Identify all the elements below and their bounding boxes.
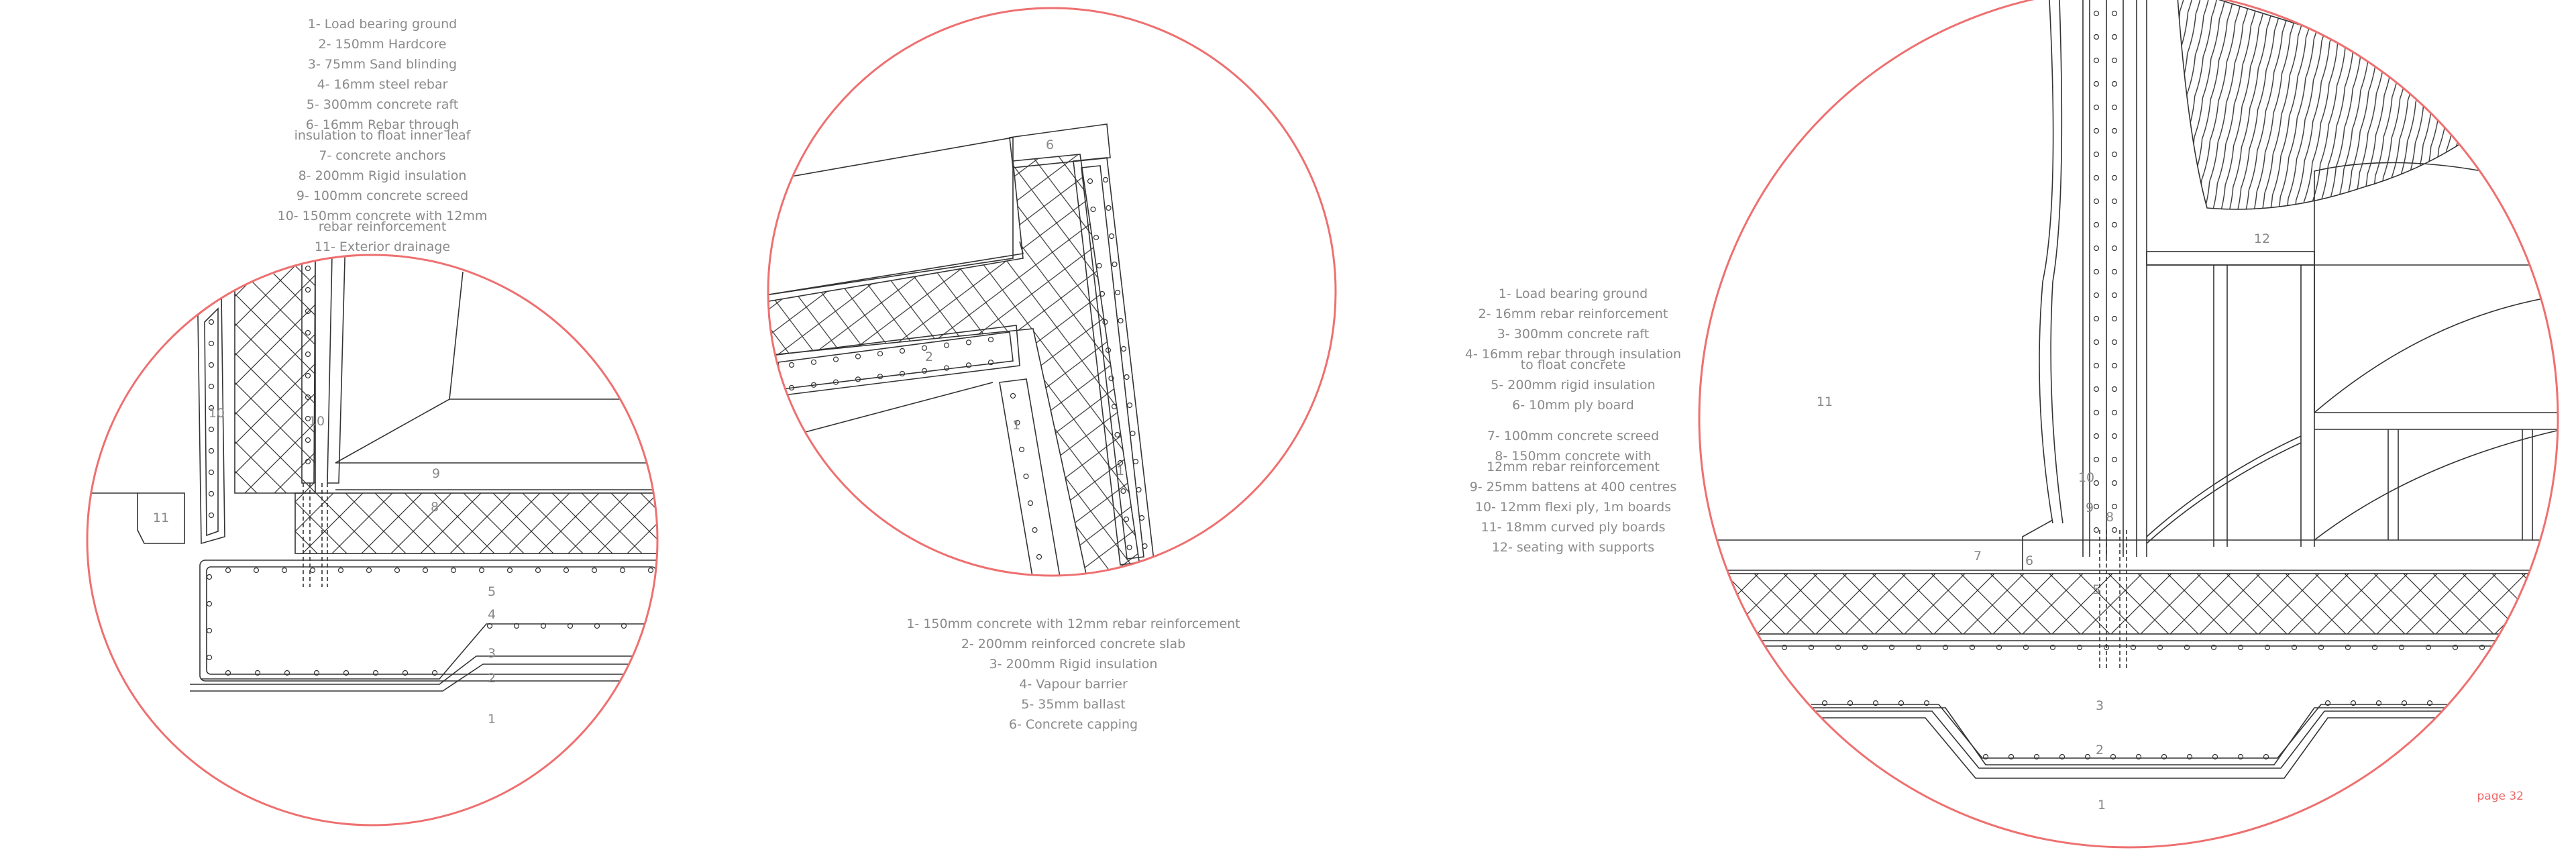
rebar-dot bbox=[1091, 207, 1095, 212]
rebar-dot bbox=[856, 354, 861, 359]
rebar-dot bbox=[480, 568, 484, 573]
rebar-dot bbox=[945, 366, 949, 370]
rebar-dot bbox=[2112, 317, 2117, 321]
rebar-dot bbox=[2112, 58, 2117, 63]
rebar-dot bbox=[209, 320, 214, 325]
detail-c-callout: 11 bbox=[1816, 394, 1833, 409]
rebar-dot bbox=[2112, 411, 2117, 415]
detail-c-legend-item: 8- 150mm concrete with 12mm rebar reinforcement bbox=[1487, 449, 1660, 474]
rebar-dot bbox=[209, 513, 214, 518]
detail-a-callout: 10 bbox=[208, 406, 225, 421]
rebar-dot bbox=[1729, 645, 1733, 650]
rebar-dot bbox=[254, 568, 259, 573]
rebar-dot bbox=[2112, 481, 2117, 486]
rebar-dot bbox=[536, 568, 541, 573]
rebar-dot bbox=[2112, 340, 2117, 345]
rebar-dot bbox=[1116, 290, 1120, 295]
rebar-dot bbox=[209, 449, 214, 454]
detail-c-legend-item: 11- 18mm curved ply boards bbox=[1481, 520, 1666, 535]
detail-c-callout: 2 bbox=[2095, 743, 2104, 757]
rebar-dot bbox=[2094, 364, 2099, 368]
page-number: page 32 bbox=[2477, 790, 2524, 803]
rebar-dot bbox=[451, 568, 456, 573]
rebar-dot bbox=[2112, 387, 2117, 392]
detail-b-legend-item: 5- 35mm ballast bbox=[1021, 697, 1126, 712]
rebar-dot bbox=[2112, 129, 2117, 134]
rebar-dot bbox=[2094, 199, 2099, 204]
detail-a-legend-item: 4- 16mm steel rebar bbox=[317, 77, 448, 92]
detail-a-callout: 8 bbox=[430, 500, 439, 515]
rebar-dot bbox=[209, 363, 214, 368]
rebar-dot bbox=[209, 384, 214, 389]
detail-a-legend-item: 2- 150mm Hardcore bbox=[318, 37, 447, 52]
rebar-dot bbox=[1118, 319, 1123, 323]
rebar-dot bbox=[1032, 528, 1037, 533]
rebar-dot bbox=[1124, 375, 1129, 380]
detail-a-callout: 2 bbox=[487, 671, 496, 686]
rebar-dot bbox=[339, 568, 343, 573]
rebar-dot bbox=[1097, 264, 1102, 268]
rebar-dot bbox=[878, 352, 883, 356]
rebar-dot bbox=[2112, 11, 2117, 16]
rebar-dot bbox=[2112, 223, 2117, 227]
rebar-dot bbox=[2094, 387, 2099, 392]
rebar-dot bbox=[1128, 403, 1132, 408]
rebar-dot bbox=[1122, 347, 1126, 352]
detail-a-callout: 4 bbox=[487, 607, 496, 622]
rebar-dot bbox=[2112, 504, 2117, 509]
detail-a-legend-item: 9- 100mm concrete screed bbox=[296, 189, 469, 203]
detail-a-legend-item: 1- Load bearing ground bbox=[307, 17, 458, 32]
detail-c-callout: 10 bbox=[2078, 470, 2095, 485]
detail-a-legend-item: 10- 150mm concrete with 12mm rebar reinforcement bbox=[277, 209, 488, 234]
detail-b-legend-item: 4- Vapour barrier bbox=[1019, 677, 1128, 692]
rebar-dot bbox=[1094, 235, 1099, 240]
rebar-dot bbox=[1136, 488, 1141, 492]
rebar-dot bbox=[2112, 82, 2117, 87]
detail-c-legend-item: 6- 10mm ply board bbox=[1512, 398, 1634, 413]
rebar-dot bbox=[592, 568, 597, 573]
rebar-dot bbox=[2112, 199, 2117, 204]
detail-c-legend-item: 10- 12mm flexi ply, 1m boards bbox=[1474, 500, 1672, 515]
rebar-dot bbox=[1110, 234, 1114, 239]
rebar-dot bbox=[2094, 223, 2099, 227]
detail-b-callout: 1 bbox=[1012, 418, 1021, 433]
rebar-dot bbox=[207, 602, 212, 606]
rebar-dot bbox=[2094, 105, 2099, 110]
detail-a-legend-item: 3- 75mm Sand blinding bbox=[307, 57, 458, 72]
rebar-dot bbox=[423, 568, 428, 573]
rebar-dot bbox=[207, 655, 212, 660]
rebar-dot bbox=[207, 575, 212, 580]
detail-a-callout: 10 bbox=[308, 414, 325, 429]
rebar-dot bbox=[2112, 176, 2117, 180]
detail-c-drawing bbox=[1699, 0, 2563, 847]
detail-c-legend-item: 5- 200mm rigid insulation bbox=[1491, 378, 1656, 392]
rebar-dot bbox=[2094, 270, 2099, 274]
rebar-dot bbox=[834, 357, 839, 362]
rebar-dot bbox=[1037, 555, 1042, 560]
rebar-dot bbox=[649, 568, 653, 573]
rebar-dot bbox=[209, 427, 214, 432]
rebar-dot bbox=[2094, 458, 2099, 462]
detail-c-callout: 9 bbox=[2085, 500, 2094, 515]
rebar-dot bbox=[621, 568, 625, 573]
rebar-dot bbox=[989, 337, 994, 342]
detail-c-callout: 1 bbox=[2097, 798, 2106, 812]
detail-c-legend-item: 7- 100mm concrete screed bbox=[1487, 429, 1660, 443]
detail-c-legend-item: 3- 300mm concrete raft bbox=[1497, 327, 1650, 341]
rebar-dot bbox=[2094, 504, 2099, 509]
rebar-dot bbox=[508, 568, 513, 573]
rebar-dot bbox=[564, 568, 569, 573]
rebar-dot bbox=[2094, 528, 2099, 533]
rebar-dot bbox=[282, 568, 287, 573]
rebar-dot bbox=[2094, 82, 2099, 87]
detail-c-legend-item: 9- 25mm battens at 400 centres bbox=[1469, 480, 1677, 494]
detail-a-callout: 1 bbox=[487, 712, 496, 727]
rebar-dot bbox=[2094, 434, 2099, 439]
rebar-dot bbox=[2094, 58, 2099, 63]
detail-c-callout: 3 bbox=[2095, 698, 2104, 713]
detail-b-legend-item: 3- 200mm Rigid insulation bbox=[989, 657, 1158, 672]
rebar-dot bbox=[2094, 35, 2099, 40]
detail-b-callout: 6 bbox=[1045, 138, 1055, 152]
rebar-dot bbox=[2507, 645, 2512, 650]
detail-b-drawing bbox=[765, 8, 1336, 580]
rebar-dot bbox=[207, 629, 212, 633]
detail-a-legend-item: 8- 200mm Rigid insulation bbox=[298, 168, 467, 183]
detail-c-legend-item: 1- Load bearing ground bbox=[1498, 286, 1648, 301]
detail-a-legend-item: 7- concrete anchors bbox=[319, 148, 446, 163]
rebar-dot bbox=[2112, 364, 2117, 368]
detail-a-legend-item: 5- 300mm concrete raft bbox=[306, 97, 459, 112]
rebar-dot bbox=[1011, 394, 1016, 399]
rebar-dot bbox=[2094, 246, 2099, 251]
detail-a-legend-item: 6- 16mm Rebar through insulation to float inner leaf bbox=[294, 117, 471, 143]
rebar-dot bbox=[2094, 11, 2099, 16]
rebar-dot bbox=[2112, 246, 2117, 251]
rebar-dot bbox=[945, 343, 949, 348]
rebar-dot bbox=[1756, 645, 1760, 650]
rebar-dot bbox=[900, 349, 905, 354]
rebar-dot bbox=[1112, 262, 1117, 267]
rebar-dot bbox=[2112, 434, 2117, 439]
rebar-dot bbox=[1134, 460, 1138, 464]
rebar-dot bbox=[2094, 176, 2099, 180]
rebar-dot bbox=[395, 568, 400, 573]
rebar-dot bbox=[790, 363, 794, 368]
detail-a-legend-item: 11- Exterior drainage bbox=[314, 240, 451, 254]
rebar-dot bbox=[311, 568, 315, 573]
detail-c-legend-item: 2- 16mm rebar reinforcement bbox=[1478, 307, 1668, 321]
detail-b-callout: 2 bbox=[924, 350, 934, 364]
rebar-dot bbox=[2112, 528, 2117, 533]
rebar-dot bbox=[2094, 340, 2099, 345]
detail-b-callout: 1 bbox=[1116, 464, 1125, 478]
rebar-dot bbox=[2094, 481, 2099, 486]
detail-a-callout: 9 bbox=[431, 466, 441, 481]
rebar-dot bbox=[2112, 270, 2117, 274]
detail-c-callout: 12 bbox=[2253, 231, 2271, 246]
detail-c-legend-item: 4- 16mm rebar through insulation to float concrete bbox=[1464, 347, 1682, 372]
rebar-dot bbox=[2094, 129, 2099, 134]
rebar-dot bbox=[209, 470, 214, 475]
detail-c-legend-item: 12- seating with supports bbox=[1491, 540, 1655, 555]
rebar-dot bbox=[1020, 447, 1024, 452]
rebar-dot bbox=[2094, 411, 2099, 415]
rebar-dot bbox=[1088, 179, 1093, 184]
rebar-dot bbox=[967, 363, 971, 368]
rebar-dot bbox=[367, 568, 372, 573]
rebar-dot bbox=[2094, 293, 2099, 298]
detail-c-callout: 8 bbox=[2105, 510, 2114, 525]
rebar-dot bbox=[2094, 152, 2099, 157]
detail-c-callout: 5 bbox=[2092, 582, 2101, 597]
rebar-dot bbox=[209, 341, 214, 346]
detail-a-callout: 11 bbox=[152, 511, 170, 525]
rebar-dot bbox=[922, 368, 927, 373]
rebar-dot bbox=[2112, 35, 2117, 40]
rebar-dot bbox=[2112, 152, 2117, 157]
detail-c-callout: 6 bbox=[2025, 553, 2034, 568]
detail-b-legend-item: 2- 200mm reinforced concrete slab bbox=[961, 637, 1186, 651]
rebar-dot bbox=[2094, 317, 2099, 321]
rebar-dot bbox=[2112, 293, 2117, 298]
rebar-dot bbox=[1104, 178, 1108, 182]
rebar-dot bbox=[1130, 431, 1135, 436]
detail-b-legend-item: 6- Concrete capping bbox=[1008, 717, 1138, 732]
rebar-dot bbox=[226, 568, 231, 573]
rebar-dot bbox=[1024, 474, 1028, 479]
rebar-dot bbox=[1106, 206, 1111, 211]
detail-a-callout: 5 bbox=[487, 584, 496, 599]
rebar-dot bbox=[209, 492, 214, 496]
detail-a-callout: 3 bbox=[487, 646, 496, 661]
rebar-dot bbox=[1140, 516, 1144, 521]
detail-a-drawing bbox=[87, 235, 671, 825]
rebar-dot bbox=[2112, 105, 2117, 110]
rebar-dot bbox=[1028, 501, 1033, 506]
rebar-dot bbox=[2112, 458, 2117, 462]
rebar-dot bbox=[1142, 544, 1147, 549]
detail-c-callout: 7 bbox=[1973, 549, 1982, 564]
rebar-dot bbox=[967, 340, 971, 345]
rebar-dot bbox=[812, 360, 816, 364]
detail-b-legend-item: 1- 150mm concrete with 12mm rebar reinforcement bbox=[906, 617, 1240, 631]
